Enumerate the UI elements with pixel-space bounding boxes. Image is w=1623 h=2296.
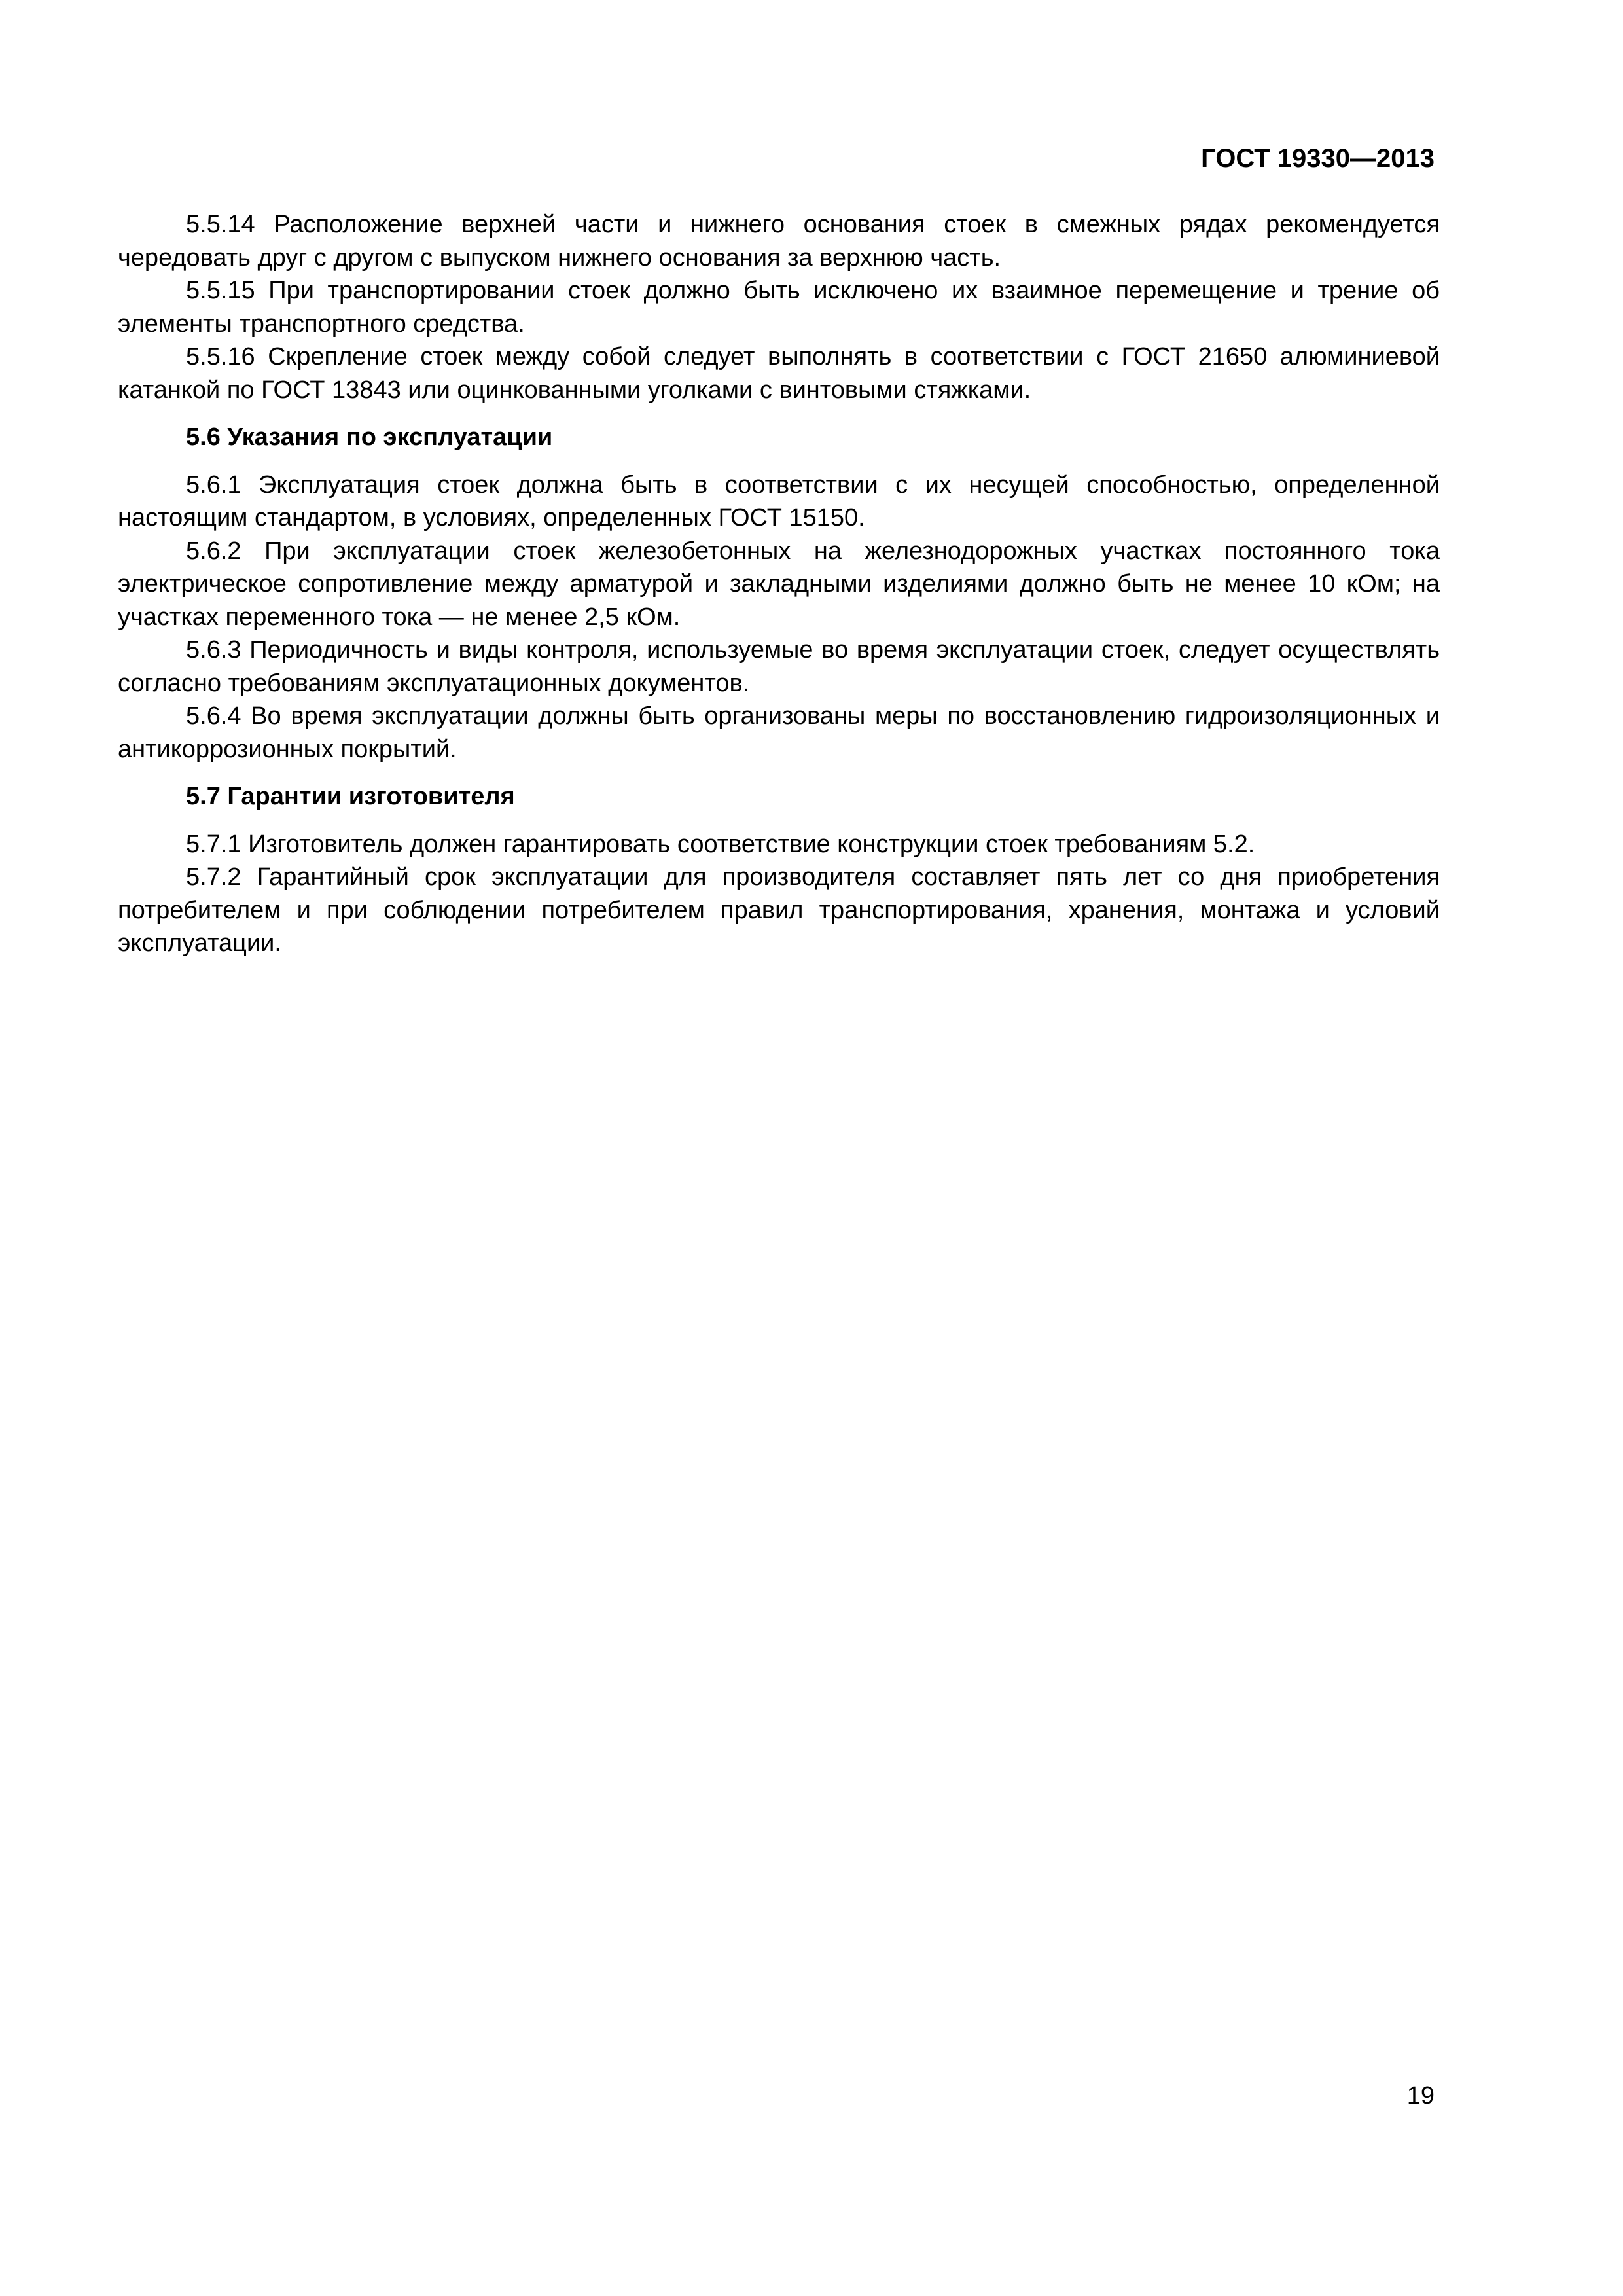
section-heading-5-7: 5.7 Гарантии изготовителя — [186, 783, 515, 810]
paragraph-5-6-2: 5.6.2 При эксплуатации стоек железобетонных на железнодорожных участках постоянного тока электрическое сопротивление между арматурой и закладными изделиями должно быть не менее 10 кОм; на участках переменного тока — не менее 2,5 кОм. — [118, 537, 1440, 631]
paragraph-5-6-4: 5.6.4 Во время эксплуатации должны быть организованы меры по восстановлению гидроизоляционных и антикоррозионных покрытий. — [118, 702, 1440, 763]
paragraph-5-5-15: 5.5.15 При транспортировании стоек должно быть исключено их взаимное перемещение и трение об элементы транспортного средства. — [118, 277, 1440, 338]
paragraph-5-7-1: 5.7.1 Изготовитель должен гарантировать соответствие конструкции стоек требованиям 5.2. — [186, 830, 1255, 858]
document-standard-id: ГОСТ 19330—2013 — [1201, 144, 1435, 173]
page-number: 19 — [1406, 2082, 1435, 2109]
paragraph-5-5-16: 5.5.16 Скрепление стоек между собой следует выполнять в соответствии с ГОСТ 21650 алюминиевой катанкой по ГОСТ 13843 или оцинкованными уголками с винтовыми стяжками. — [118, 343, 1440, 404]
paragraph-5-6-1: 5.6.1 Эксплуатация стоек должна быть в соответствии с их несущей способностью, определенной настоящим стандартом, в условиях, определенных ГОСТ 15150. — [118, 471, 1440, 531]
section-heading-5-6: 5.6 Указания по эксплуатации — [186, 423, 553, 451]
document-body — [118, 208, 1440, 960]
paragraph-5-7-2: 5.7.2 Гарантийный срок эксплуатации для производителя составляет пять лет со дня приобретения потребителем и при соблюдении потребителем правил транспортирования, хранения, монтажа и условий эксплуатации. — [118, 863, 1440, 957]
paragraph-5-5-14: 5.5.14 Расположение верхней части и нижнего основания стоек в смежных рядах рекомендуется чередовать друг с другом с выпуском нижнего основания за верхнюю часть. — [118, 211, 1440, 272]
paragraph-5-6-3: 5.6.3 Периодичность и виды контроля, используемые во время эксплуатации стоек, следует осуществлять согласно требованиям эксплуатационных документов. — [118, 636, 1440, 697]
